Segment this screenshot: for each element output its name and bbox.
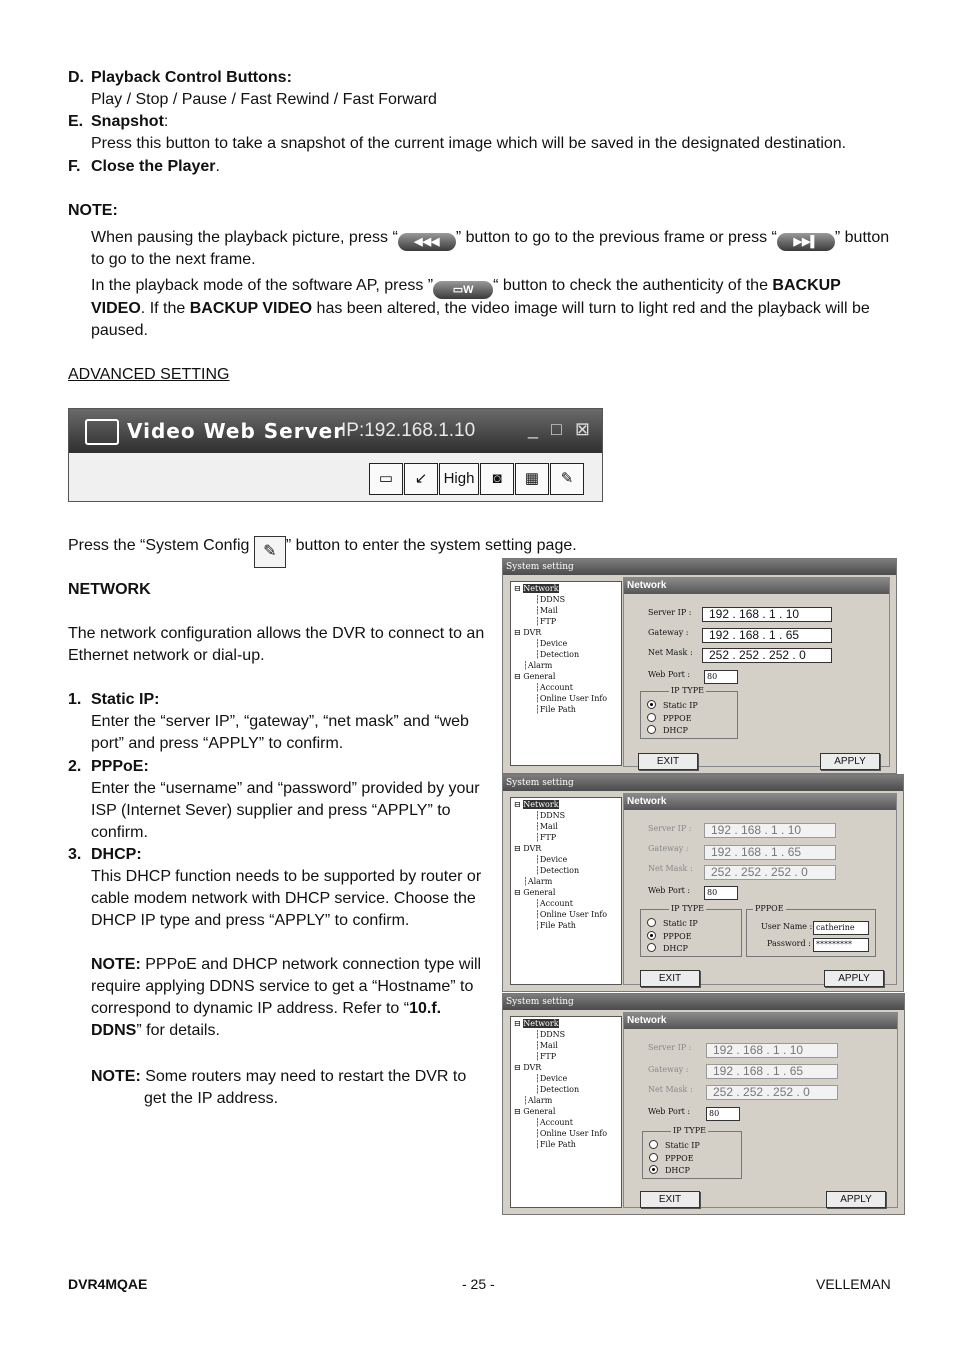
tree-item-file-path[interactable]: ┆File Path	[535, 1140, 576, 1149]
radio-static-ip[interactable]: Static IP	[647, 700, 698, 710]
network-panel-title: Network	[624, 1013, 897, 1029]
ip-type-legend: IP TYPE	[671, 904, 704, 913]
item-d-title: Playback Control Buttons:	[91, 69, 292, 86]
note-2-line-1	[91, 954, 481, 976]
item-2-line-3: confirm.	[91, 824, 148, 841]
tree-item-online-user-info[interactable]: ┆Online User Info	[535, 910, 608, 919]
tree-item-network[interactable]: ⊟ Network	[514, 1019, 559, 1028]
press-system-config-line	[68, 535, 577, 568]
next-frame-icon: ▶▶▌	[777, 233, 835, 251]
netmask-label: Net Mask :	[648, 1085, 693, 1094]
server-ip-field[interactable]: 192 . 168 . 1 . 10	[704, 823, 836, 838]
settings-tree	[510, 797, 622, 985]
tree-item-online-user-info[interactable]: ┆Online User Info	[535, 694, 608, 703]
gateway-label: Gateway :	[648, 844, 689, 853]
note-line-4a: . If the	[140, 300, 190, 317]
system-setting-dialog-dhcp	[502, 993, 905, 1215]
tree-item-ddns[interactable]: ┆DDNS	[535, 1030, 566, 1039]
camera-icon[interactable]: ◙	[480, 463, 514, 495]
tree-item-online-user-info[interactable]: ┆Online User Info	[535, 1129, 608, 1138]
ip-type-group	[640, 904, 742, 957]
note-line-3b: “ button to check the authenticity of the	[493, 277, 773, 294]
network-panel	[623, 793, 897, 985]
apply-button[interactable]: APPLY	[820, 753, 880, 770]
footer-page-number: - 25 -	[462, 1276, 495, 1292]
note-line-4-bold2: BACKUP VIDEO	[189, 300, 313, 317]
dialog-titlebar: System setting	[503, 775, 903, 791]
vws-ip-prefix: IP:	[341, 420, 365, 441]
item-2-num: 2.	[68, 758, 82, 775]
tree-item-file-path[interactable]: ┆File Path	[535, 705, 576, 714]
netmask-field[interactable]: 252 . 252 . 252 . 0	[704, 865, 836, 880]
tree-item-ftp[interactable]: ┆FTP	[535, 1052, 557, 1061]
network-intro-2: Ethernet network or dial-up.	[68, 647, 265, 664]
system-setting-dialog-static	[502, 558, 897, 774]
tree-item-detection[interactable]: ┆Detection	[535, 650, 580, 659]
tree-item-dvr[interactable]: ⊟ DVR	[514, 1063, 542, 1072]
netmask-label: Net Mask :	[648, 864, 693, 873]
webport-field[interactable]: 80	[706, 1107, 740, 1121]
network-panel	[623, 1012, 898, 1208]
advanced-setting-heading: ADVANCED SETTING	[68, 366, 230, 383]
item-3-line-3: DHCP IP type and press “APPLY” to confirm.	[91, 912, 410, 929]
note-2-bold: NOTE:	[91, 956, 141, 973]
tree-item-ddns[interactable]: ┆DDNS	[535, 595, 566, 604]
tree-item-dvr[interactable]: ⊟ DVR	[514, 844, 542, 853]
exit-button[interactable]: EXIT	[640, 970, 700, 987]
vws-window-controls[interactable]: _ □ ⊠	[528, 419, 594, 439]
item-3-line-1: This DHCP function needs to be supported by router or	[91, 868, 482, 885]
gateway-field[interactable]: 192 . 168 . 1 . 65	[704, 845, 836, 860]
gateway-label: Gateway :	[648, 628, 689, 637]
dialog-titlebar: System setting	[503, 559, 896, 575]
note-3-text-1: Some routers may need to restart the DVR to	[140, 1068, 467, 1085]
tree-item-ddns[interactable]: ┆DDNS	[535, 811, 566, 820]
tree-item-ftp[interactable]: ┆FTP	[535, 833, 557, 842]
note-line-1a: When pausing the playback picture, press “	[91, 229, 398, 246]
vws-ip-value: 192.168.1.10	[364, 420, 476, 441]
exit-button[interactable]: EXIT	[638, 753, 698, 770]
webport-field[interactable]: 80	[704, 886, 738, 900]
radio-dhcp[interactable]: DHCP	[649, 1165, 690, 1175]
system-config-icon[interactable]: ✎	[550, 463, 584, 495]
server-ip-label: Server IP :	[648, 1043, 692, 1052]
tree-item-account[interactable]: ┆Account	[535, 899, 573, 908]
vws-logo-icon	[85, 419, 119, 445]
item-1-line-1: Enter the “server IP”, “gateway”, “net mask” and “web	[91, 713, 469, 730]
exit-button[interactable]: EXIT	[640, 1191, 700, 1208]
note-2-ref-2: DDNS	[91, 1022, 137, 1039]
radio-pppoe[interactable]: PPPOE	[647, 931, 692, 941]
password-label: Password :	[767, 939, 811, 948]
webport-label: Web Port :	[648, 670, 691, 679]
system-config-icon: ✎	[254, 536, 286, 568]
note-2-ref-1: 10.f.	[409, 1000, 442, 1017]
tree-item-detection[interactable]: ┆Detection	[535, 1085, 580, 1094]
network-panel-title: Network	[624, 578, 889, 594]
network-panel-title: Network	[624, 794, 896, 810]
tree-item-alarm[interactable]: ┆Alarm	[523, 661, 553, 670]
verify-icon: ▭W	[433, 281, 493, 299]
tree-item-account[interactable]: ┆Account	[535, 1118, 573, 1127]
note-line-4	[91, 298, 870, 320]
server-ip-label: Server IP :	[648, 824, 692, 833]
username-field[interactable]: catherine	[813, 921, 869, 935]
webport-field[interactable]: 80	[704, 670, 738, 684]
ip-type-legend: IP TYPE	[671, 686, 704, 695]
video-web-server-window	[68, 408, 603, 502]
item-e-title: Snapshot	[91, 113, 164, 130]
note-line-1c: ” button	[834, 229, 890, 246]
note-line-5: paused.	[91, 322, 148, 339]
item-f-period: .	[215, 158, 220, 175]
item-2-line-1: Enter the “username” and “password” provided by your	[91, 780, 480, 797]
item-3-line-2: cable modem network with DHCP service. Choose the	[91, 890, 476, 907]
ip-type-group	[642, 1126, 742, 1179]
tree-item-network[interactable]: ⊟ Network	[514, 800, 559, 809]
item-1-line-2: port” and press “APPLY” to confirm.	[91, 735, 344, 752]
press-line-b: ” button to enter the system setting page.	[285, 537, 577, 554]
item-3-num: 3.	[68, 846, 82, 863]
tree-item-ftp[interactable]: ┆FTP	[535, 617, 557, 626]
gateway-field[interactable]: 192 . 168 . 1 . 65	[702, 628, 832, 643]
item-3-title: DHCP:	[91, 846, 142, 863]
apply-button[interactable]: APPLY	[824, 970, 884, 987]
network-intro-1: The network configuration allows the DVR to connect to an	[68, 625, 485, 642]
vws-high-label: High	[443, 470, 475, 487]
note-3-bold: NOTE:	[91, 1068, 141, 1085]
gateway-label: Gateway :	[648, 1065, 689, 1074]
note-3-line-2: get the IP address.	[144, 1090, 279, 1107]
tree-item-alarm[interactable]: ┆Alarm	[523, 1096, 553, 1105]
radio-static-ip[interactable]: Static IP	[649, 1140, 700, 1150]
item-e-colon: :	[163, 113, 169, 130]
tree-item-mail[interactable]: ┆Mail	[535, 822, 558, 831]
footer-model: DVR4MQAE	[68, 1276, 148, 1292]
tree-item-device[interactable]: ┆Device	[535, 855, 568, 864]
note-2-text-4: ” for details.	[136, 1022, 220, 1039]
tree-item-network[interactable]: ⊟ Network	[514, 584, 559, 593]
password-field[interactable]: *********	[813, 938, 869, 952]
netmask-label: Net Mask :	[648, 648, 693, 657]
tree-item-account[interactable]: ┆Account	[535, 683, 573, 692]
tree-item-general[interactable]: ⊟ General	[514, 888, 556, 897]
note-2-line-2: require applying DDNS service to get a “Hostname” to	[91, 978, 474, 995]
settings-tree	[510, 581, 622, 766]
tree-item-detection[interactable]: ┆Detection	[535, 866, 580, 875]
tree-item-mail[interactable]: ┆Mail	[535, 606, 558, 615]
system-setting-dialog-pppoe	[502, 774, 904, 992]
item-f-title: Close the Player	[91, 158, 216, 175]
note-line-1b: ” button to go to the previous frame or press “	[455, 229, 777, 246]
record-icon[interactable]: ▭	[369, 463, 403, 495]
press-line-a: Press the “System Config	[68, 537, 254, 554]
note-heading: NOTE:	[68, 202, 118, 219]
vws-titlebar	[69, 409, 602, 453]
tree-item-general[interactable]: ⊟ General	[514, 1107, 556, 1116]
server-ip-label: Server IP :	[648, 608, 692, 617]
item-d-text: Play / Stop / Pause / Fast Rewind / Fast Forward	[91, 91, 437, 108]
note-line-3-bold: BACKUP	[772, 277, 841, 294]
dialog-titlebar: System setting	[503, 994, 904, 1010]
note-line-1	[91, 227, 889, 251]
item-2-title: PPPoE:	[91, 758, 149, 775]
film-icon[interactable]: ▦	[515, 463, 549, 495]
gateway-field[interactable]: 192 . 168 . 1 . 65	[706, 1064, 838, 1079]
note-line-2: to go to the next frame.	[91, 251, 256, 268]
prev-frame-icon: ◀◀◀	[398, 233, 456, 251]
note-2-line-4	[91, 1020, 220, 1042]
apply-button[interactable]: APPLY	[826, 1191, 886, 1208]
item-e-heading	[91, 111, 168, 133]
arrow-icon[interactable]: ↙	[404, 463, 438, 495]
tree-item-device[interactable]: ┆Device	[535, 1074, 568, 1083]
item-e-text: Press this button to take a snapshot of the current image which will be saved in the designated destination.	[91, 135, 847, 152]
tree-item-general[interactable]: ⊟ General	[514, 672, 556, 681]
item-d-label: D.	[68, 69, 84, 86]
note-2-line-3	[91, 998, 441, 1020]
ip-type-group	[640, 686, 738, 739]
item-1-num: 1.	[68, 691, 82, 708]
pppoe-legend: PPPOE	[755, 904, 784, 913]
note-line-4b: has been altered, the video image will turn to light red and the playback will be	[312, 300, 870, 317]
note-line-3	[91, 275, 841, 299]
server-ip-field[interactable]: 192 . 168 . 1 . 10	[702, 607, 832, 622]
tree-item-dvr[interactable]: ⊟ DVR	[514, 628, 542, 637]
note-2-text-1: PPPoE and DHCP network connection type will	[140, 956, 482, 973]
item-f-heading	[91, 156, 220, 178]
footer-brand: VELLEMAN	[816, 1276, 891, 1292]
radio-dhcp[interactable]: DHCP	[647, 725, 688, 735]
server-ip-field[interactable]: 192 . 168 . 1 . 10	[706, 1043, 838, 1058]
note-3-line-1	[91, 1066, 466, 1088]
vws-ip	[341, 420, 475, 442]
quality-icon[interactable]	[439, 463, 479, 495]
item-2-line-2: ISP (Internet Sever) supplier and press “APPLY” to	[91, 802, 451, 819]
note-2-text-3: correspond to dynamic IP address. Refer to “	[91, 1000, 410, 1017]
ip-type-legend: IP TYPE	[673, 1126, 706, 1135]
item-1-title: Static IP:	[91, 691, 160, 708]
item-f-label: F.	[68, 158, 81, 175]
webport-label: Web Port :	[648, 886, 691, 895]
pppoe-group	[746, 904, 876, 957]
tree-item-alarm[interactable]: ┆Alarm	[523, 877, 553, 886]
tree-item-device[interactable]: ┆Device	[535, 639, 568, 648]
radio-pppoe[interactable]: PPPOE	[649, 1153, 694, 1163]
netmask-field[interactable]: 252 . 252 . 252 . 0	[702, 648, 832, 663]
network-heading: NETWORK	[68, 581, 151, 598]
webport-label: Web Port :	[648, 1107, 691, 1116]
radio-pppoe[interactable]: PPPOE	[647, 713, 692, 723]
tree-item-mail[interactable]: ┆Mail	[535, 1041, 558, 1050]
tree-item-file-path[interactable]: ┆File Path	[535, 921, 576, 930]
note-line-4-bold1: VIDEO	[91, 300, 141, 317]
netmask-field[interactable]: 252 . 252 . 252 . 0	[706, 1085, 838, 1100]
radio-dhcp[interactable]: DHCP	[647, 943, 688, 953]
vws-title: Video Web Server	[127, 419, 345, 443]
username-label: User Name :	[761, 922, 813, 931]
note-line-3a: In the playback mode of the software AP, press ”	[91, 277, 434, 294]
radio-static-ip[interactable]: Static IP	[647, 918, 698, 928]
network-panel	[623, 577, 890, 767]
item-e-label: E.	[68, 113, 84, 130]
settings-tree	[510, 1016, 622, 1208]
